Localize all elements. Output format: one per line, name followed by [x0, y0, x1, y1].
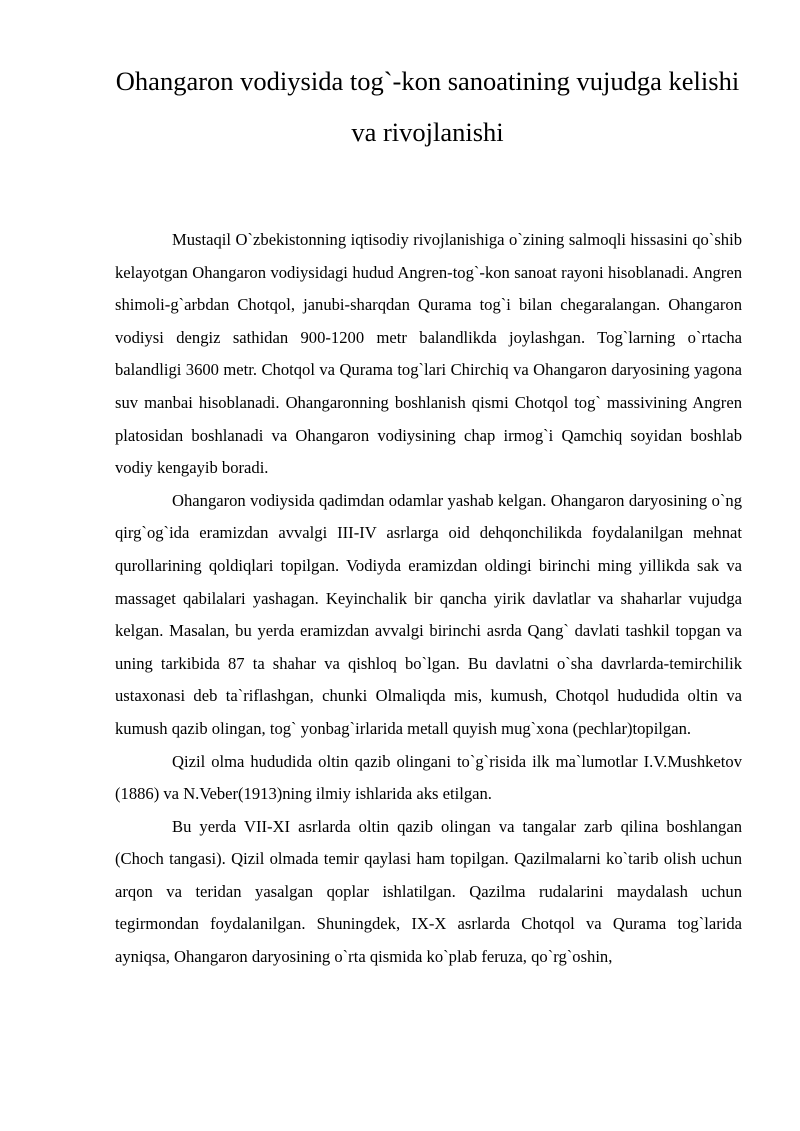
paragraph-4: Bu yerda VII-XI asrlarda oltin qazib olingan va tangalar zarb qilina boshlangan (Choch tangasi). Qizil olmada temir qaylasi ham topilgan. Qazilmalarni ko`tarib olish uchun arqon va teridan yasalgan qoplar ishlatilgan. Qazilma rudalarini maydalash uchun tegirmondan foydalanilgan. Shuningdek, IX-X asrlarda Chotqol va Qurama tog`larida ayniqsa, Ohangaron daryosining o`rta qismida ko`plab feruza, qo`rg`oshin, [115, 816, 742, 967]
document-body [115, 224, 742, 974]
paragraph-3: Qizil olma hududida oltin qazib olingani to`g`risida ilk ma`lumotlar I.V.Mushketov (1886) va N.Veber(1913)ning ilmiy ishlarida aks etilgan. [115, 751, 742, 804]
paragraph-1: Mustaqil O`zbekistonning iqtisodiy rivojlanishiga o`zining salmoqli hissasini qo`shib kelayotgan Ohangaron vodiysidagi hudud Angren-tog`-kon sanoat rayoni hisoblanadi. Angren shimoli-g`arbdan Chotqol, janubi-sharqdan Qurama tog`i bilan chegaralangan. Ohangaron vodiysi dengiz sathidan 900-1200 metr balandlikda joylashgan. Tog`larning o`rtacha balandligi 3600 metr. Chotqol va Qurama tog`lari Chirchiq va Ohangaron daryosining yagona suv manbai hisoblanadi. Ohangaronning boshlanish qismi Chotqol tog` massivining Angren platosidan boshlanadi va Ohangaron vodiysining chap irmog`i Qamchiq soyidan boshlab vodiy kengayib boradi. [115, 230, 742, 478]
document-title: Ohangaron vodiysida tog`-kon sanoatining vujudga kelishi va rivojlanishi [115, 66, 740, 147]
paragraph-2: Ohangaron vodiysida qadimdan odamlar yashab kelgan. Ohangaron daryosining o`ng qirg`og`ida eramizdan avvalgi III-IV asrlarga oid dehqonchilikda foydalanilgan mehnat qurollarining qoldiqlari topilgan. Vodiyda eramizdan oldingi birinchi ming yillikda sak va massaget qabilalari yashagan. Keyinchalik bir qancha yirik davlatlar va shaharlar vujudga kelgan. Masalan, bu yerda eramizdan avvalgi birinchi asrda Qang` davlati tashkil topgan va uning tarkibida 87 ta shahar va qishloq bo`lgan. Bu davlatni o`sha davrlarda-temirchilik ustaxonasi deb ta`riflashgan, chunki Olmaliqda mis, kumush, Chotqol hududida oltin va kumush qazib olingan, tog` yonbag`irlarida metall quyish mug`xona (pechlar)topilgan. [115, 490, 742, 738]
